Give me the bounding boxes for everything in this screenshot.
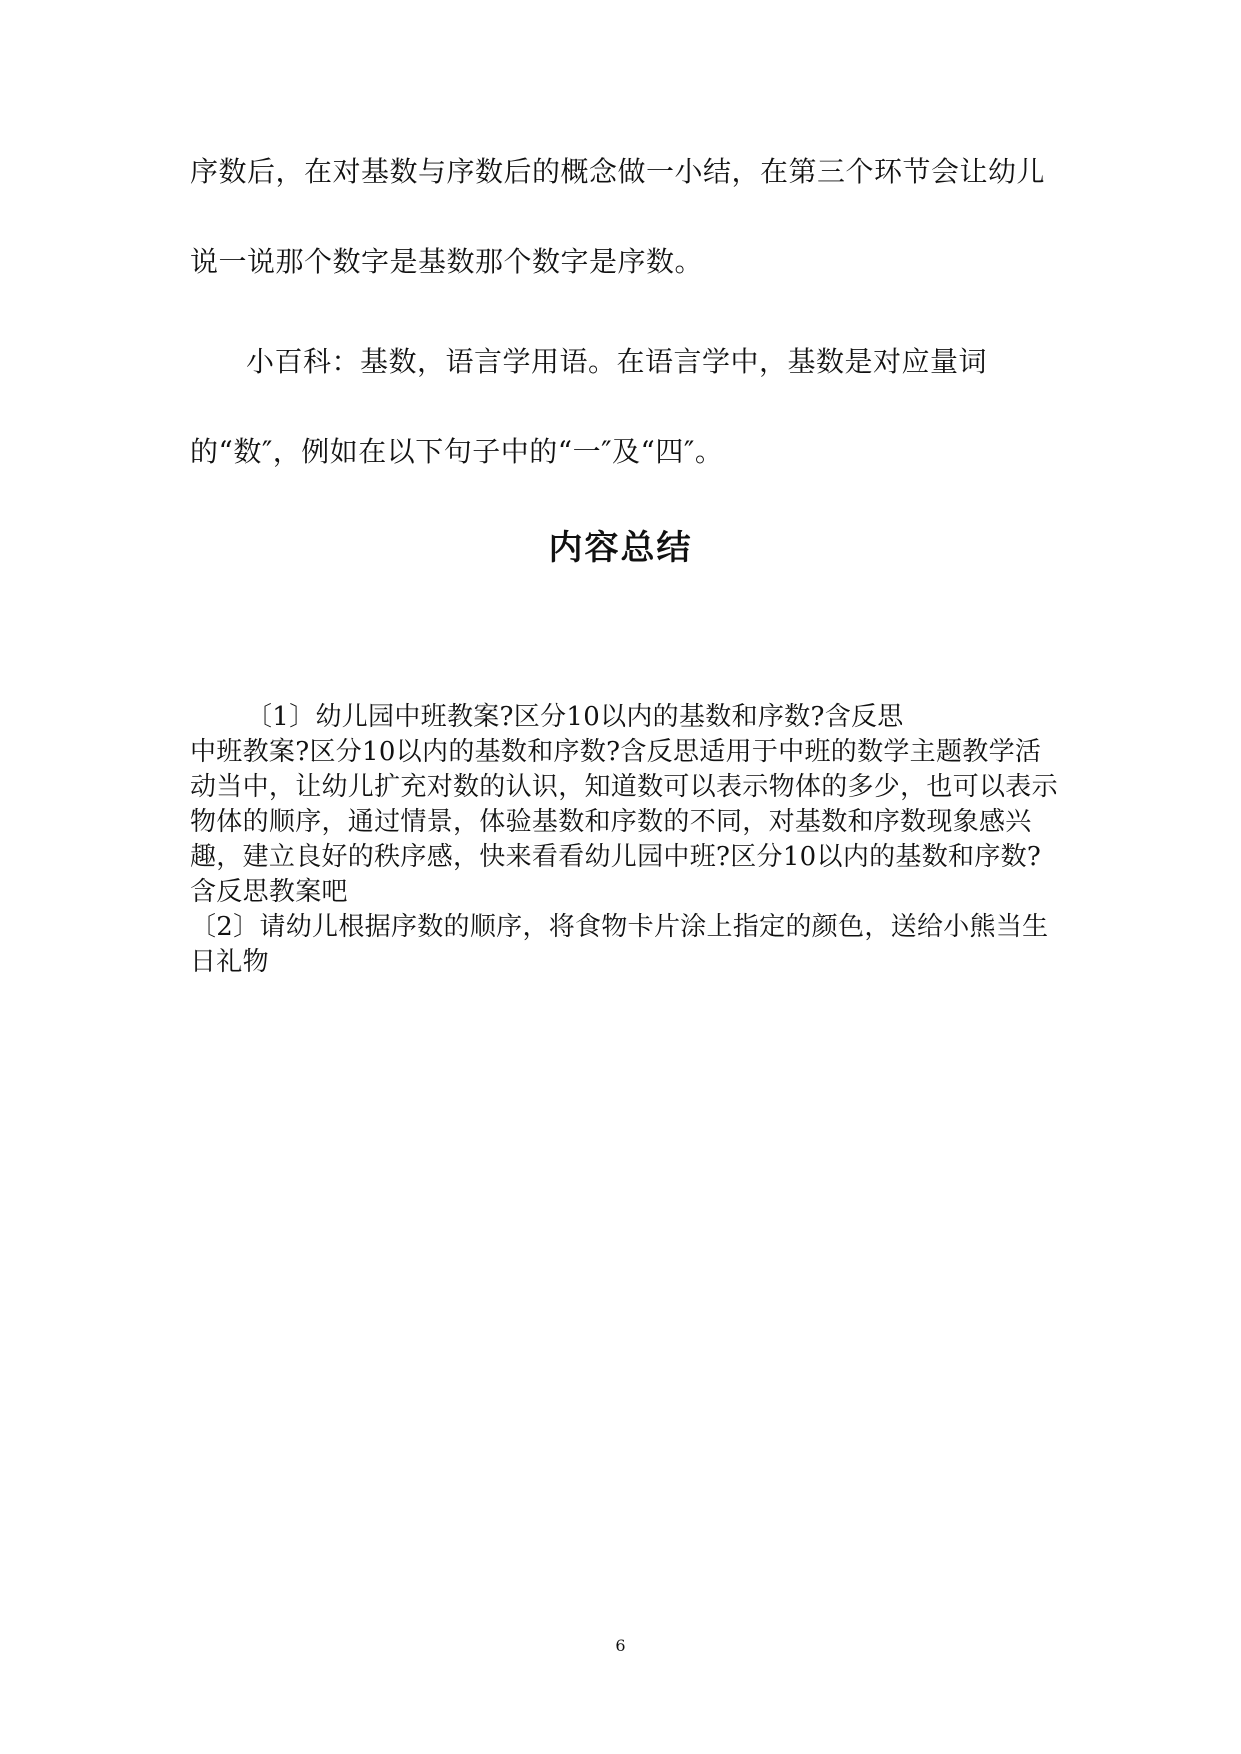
summary-item-2: 〔2〕请幼儿根据序数的顺序，将食物卡片涂上指定的颜色，送给小熊当生日礼物 xyxy=(190,912,1049,977)
summary-item-1-body: 中班教案?区分10以内的基数和序数?含反思适用于中班的数学主题教学活动当中，让幼儿扩充对数的认识，知道数可以表示物体的多少，也可以表示物体的顺序，通过情景，体验基数和序数的不同，对基数和序数现象感兴趣，建立良好的秩序感，快来看看幼儿园中班?区分10以内的基数和序数?含反思教案吧 xyxy=(190,737,1058,907)
paragraph-continuation: 序数后，在对基数与序数后的概念做一小结，在第三个环节会让幼儿说一说那个数字是基数那个数字是序数。 xyxy=(190,155,1046,278)
paragraph-encyclopedia-note: 小百科：基数，语言学用语。在语言学中，基数是对应量词的“数″，例如在以下句子中的“一″及“四″。 xyxy=(190,345,988,468)
section-heading: 内容总结 xyxy=(548,528,693,568)
page-number: 6 xyxy=(615,1636,626,1655)
summary-item-1-title: 〔1〕幼儿园中班教案?区分10以内的基数和序数?含反思 xyxy=(246,702,904,732)
body-text xyxy=(190,127,1060,497)
summary-block xyxy=(190,700,1060,980)
